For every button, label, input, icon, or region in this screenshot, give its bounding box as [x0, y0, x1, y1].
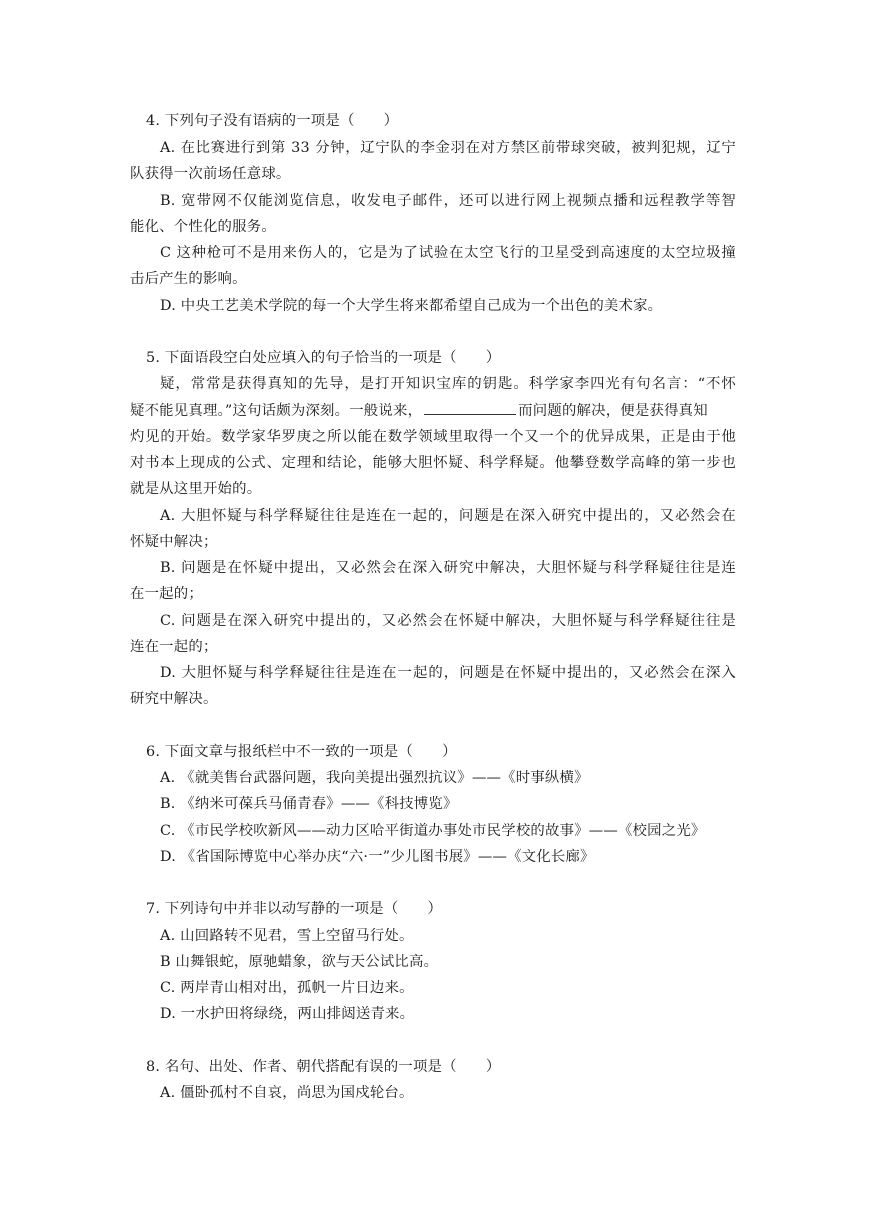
question-5-passage-line2 [130, 401, 708, 420]
question-4-option-d: D. 中央工艺美术学院的每一个大学生将来都希望自己成为一个出色的美术家。 [160, 298, 663, 314]
question-4-option-c-line2: 击后产生的影响。 [130, 271, 247, 287]
question-5-passage-line3: 灼见的开始。数学家华罗庚之所以能在数学领域里取得一个又一个的优异成果，正是由于他 [130, 429, 736, 445]
question-4-option-b-line1: B. 宽带网不仅能浏览信息，收发电子邮件，还可以进行网上视频点播和远程教学等智 [160, 193, 736, 209]
question-4-option-a-line1: A. 在比赛进行到第 33 分钟，辽宁队的李金羽在对方禁区前带球突破，被判犯规，辽宁 [160, 140, 736, 156]
question-5-option-c-line2: 连在一起的； [130, 639, 218, 655]
question-4-option-c-line1: C 这种枪可不是用来伤人的，它是为了试验在太空飞行的卫星受到高速度的太空垃圾撞 [160, 245, 736, 261]
passage-line2-after-blank: 而问题的解决，便是获得真知 [518, 403, 708, 419]
question-5-option-b-line1: B. 问题是在怀疑中提出，又必然会在深入研究中解决，大胆怀疑与科学释疑往往是连 [160, 560, 736, 576]
question-5-passage-line5: 就是从这里开始的。 [130, 481, 262, 497]
question-6-option-a: A. 《就美售台武器问题，我向美提出强烈抗议》——《时事纵横》 [160, 770, 589, 786]
document-page [130, 0, 740, 1228]
question-6-option-b: B. 《纳米可葆兵马俑青春》——《科技博览》 [160, 796, 458, 812]
question-6-option-c: C. 《市民学校吹新风——动力区哈平街道办事处市民学校的故事》——《校园之光》 [160, 823, 706, 839]
question-8-stem: 8. 名句、出处、作者、朝代搭配有误的一项是（ ） [146, 1059, 501, 1075]
question-7-stem: 7. 下列诗句中并非以动写静的一项是（ ） [146, 901, 443, 917]
question-5-option-d-line1: D. 大胆怀疑与科学释疑往往是连在一起的，问题是在怀疑中提出的，又必然会在深入 [160, 665, 736, 681]
question-5-option-a-line2: 怀疑中解决； [130, 534, 218, 550]
question-5-option-d-line2: 研究中解决。 [130, 691, 218, 707]
question-7-option-a: A. 山回路转不见君，雪上空留马行处。 [160, 928, 414, 944]
question-4-stem: 4. 下列句子没有语病的一项是（ ） [146, 113, 399, 129]
question-5-stem: 5. 下面语段空白处应填入的句子恰当的一项是（ ） [146, 350, 501, 366]
question-5-option-a-line1: A. 大胆怀疑与科学释疑往往是连在一起的，问题是在深入研究中提出的，又必然会在 [160, 508, 736, 524]
question-7-option-d: D. 一水护田将绿绕，两山排闼送青来。 [160, 1006, 415, 1022]
question-5-passage-line4: 对书本上现成的公式、定理和结论，能够大胆怀疑、科学释疑。他攀登数学高峰的第一步也 [130, 455, 736, 471]
question-5-option-c-line1: C. 问题是在深入研究中提出的，又必然会在怀疑中解决，大胆怀疑与科学释疑往往是 [160, 613, 736, 629]
question-8-option-a: A. 僵卧孤村不自哀，尚思为国戍轮台。 [160, 1085, 414, 1101]
question-6-option-d: D. 《省国际博览中心举办庆“六·一”少儿图书展》——《文化长廊》 [160, 849, 595, 865]
question-4-option-a-line2: 队获得一次前场任意球。 [130, 166, 291, 182]
question-4-option-b-line2: 能化、个性化的服务。 [130, 219, 276, 235]
question-6-stem: 6. 下面文章与报纸栏中不一致的一项是（ ） [146, 744, 457, 760]
question-7-option-c: C. 两岸青山相对出，孤帆一片日边来。 [160, 980, 414, 996]
passage-line2-before-blank: 疑不能见真理。”这句话颇为深刻。一般说来， [130, 403, 423, 419]
question-5-option-b-line2: 在一起的； [130, 586, 203, 602]
question-5-passage-line1: 疑，常常是获得真知的先导，是打开知识宝库的钥匙。科学家李四光有句名言：“不怀 [160, 376, 736, 392]
question-7-option-b: B 山舞银蛇，原驰蜡象，欲与天公试比高。 [160, 954, 439, 970]
fill-in-blank [424, 401, 516, 415]
